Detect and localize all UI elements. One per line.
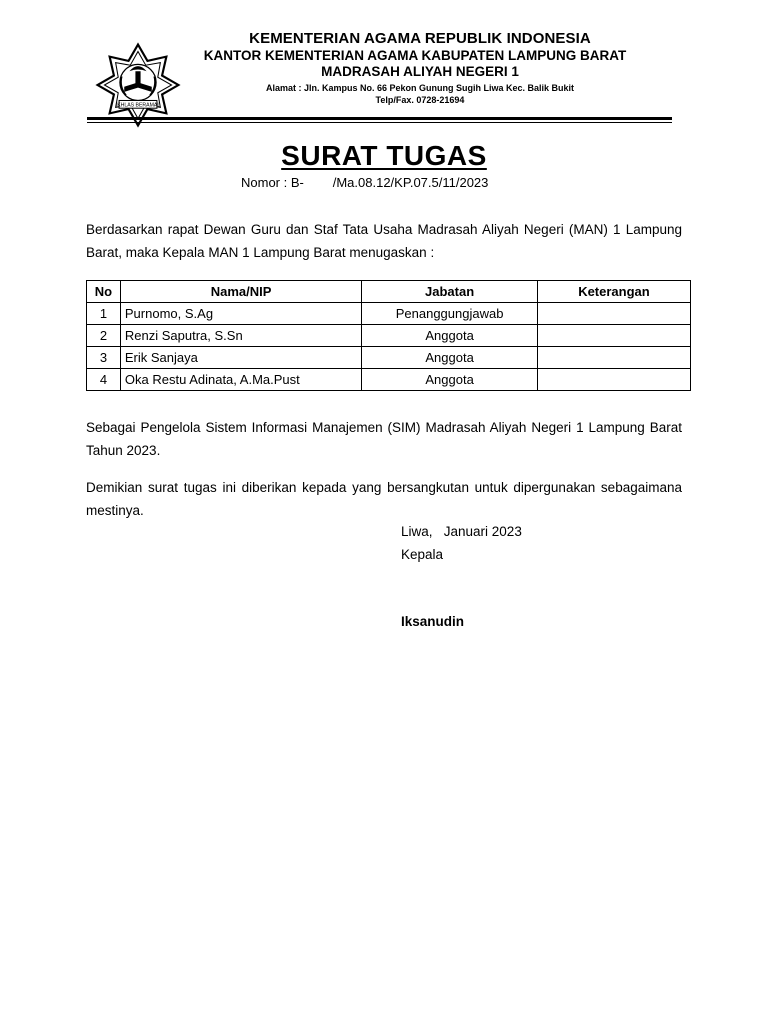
cell-no: 1 bbox=[87, 303, 121, 325]
table-row bbox=[87, 325, 691, 347]
cell-note bbox=[537, 303, 690, 325]
cell-position: Anggota bbox=[362, 369, 538, 391]
cell-note bbox=[537, 347, 690, 369]
assignment-table bbox=[86, 280, 691, 391]
cell-no: 4 bbox=[87, 369, 121, 391]
letterhead-phone: Telp/Fax. 0728-21694 bbox=[375, 95, 465, 105]
intro-paragraph: Berdasarkan rapat Dewan Guru dan Staf Tata Usaha Madrasah Aliyah Negeri (MAN) 1 Lampung Barat, maka Kepala MAN 1 Lampung Barat menugaskan : bbox=[86, 222, 682, 260]
cell-note bbox=[537, 369, 690, 391]
table-row bbox=[87, 369, 691, 391]
letterhead bbox=[185, 30, 655, 106]
letterhead-school: MADRASAH ALIYAH NEGERI 1 bbox=[321, 64, 519, 79]
cell-position: Penanggungjawab bbox=[362, 303, 538, 325]
cell-no: 2 bbox=[87, 325, 121, 347]
table-header-row bbox=[87, 281, 691, 303]
document-number: Nomor : B- /Ma.08.12/KP.07.5/11/2023 bbox=[241, 175, 489, 190]
letterhead-divider-thin bbox=[87, 122, 672, 123]
signature-place-date: Liwa, Januari 2023 bbox=[401, 524, 522, 539]
closing-paragraph: Demikian surat tugas ini diberikan kepada yang bersangkutan untuk dipergunakan sebagaimana mestinya. bbox=[86, 480, 682, 518]
svg-text:IKHLAS BERAMAL: IKHLAS BERAMAL bbox=[115, 102, 161, 109]
cell-position: Anggota bbox=[362, 325, 538, 347]
header-name: Nama/NIP bbox=[120, 281, 361, 303]
kemenag-emblem-icon bbox=[95, 42, 181, 128]
letterhead-address: Alamat : Jln. Kampus No. 66 Pekon Gunung Sugih Liwa Kec. Balik Bukit bbox=[265, 83, 575, 93]
cell-name: Erik Sanjaya bbox=[120, 347, 361, 369]
letterhead-divider-thick bbox=[87, 117, 672, 120]
letterhead-ministry: KEMENTERIAN AGAMA REPUBLIK INDONESIA bbox=[249, 30, 591, 47]
document-title: SURAT TUGAS bbox=[281, 140, 487, 171]
cell-name: Renzi Saputra, S.Sn bbox=[120, 325, 361, 347]
signature-name: Iksanudin bbox=[401, 614, 465, 629]
cell-no: 3 bbox=[87, 347, 121, 369]
table-row bbox=[87, 347, 691, 369]
cell-name: Oka Restu Adinata, A.Ma.Pust bbox=[120, 369, 361, 391]
signature-position: Kepala bbox=[401, 547, 444, 562]
table-row bbox=[87, 303, 691, 325]
header-no: No bbox=[87, 281, 121, 303]
header-position: Jabatan bbox=[362, 281, 538, 303]
cell-name: Purnomo, S.Ag bbox=[120, 303, 361, 325]
letterhead-office: KANTOR KEMENTERIAN AGAMA KABUPATEN LAMPUNG BARAT bbox=[203, 48, 627, 63]
cell-note bbox=[537, 325, 690, 347]
cell-position: Anggota bbox=[362, 347, 538, 369]
purpose-paragraph: Sebagai Pengelola Sistem Informasi Manajemen (SIM) Madrasah Aliyah Negeri 1 Lampung Barat Tahun 2023. bbox=[86, 420, 682, 458]
header-note: Keterangan bbox=[537, 281, 690, 303]
